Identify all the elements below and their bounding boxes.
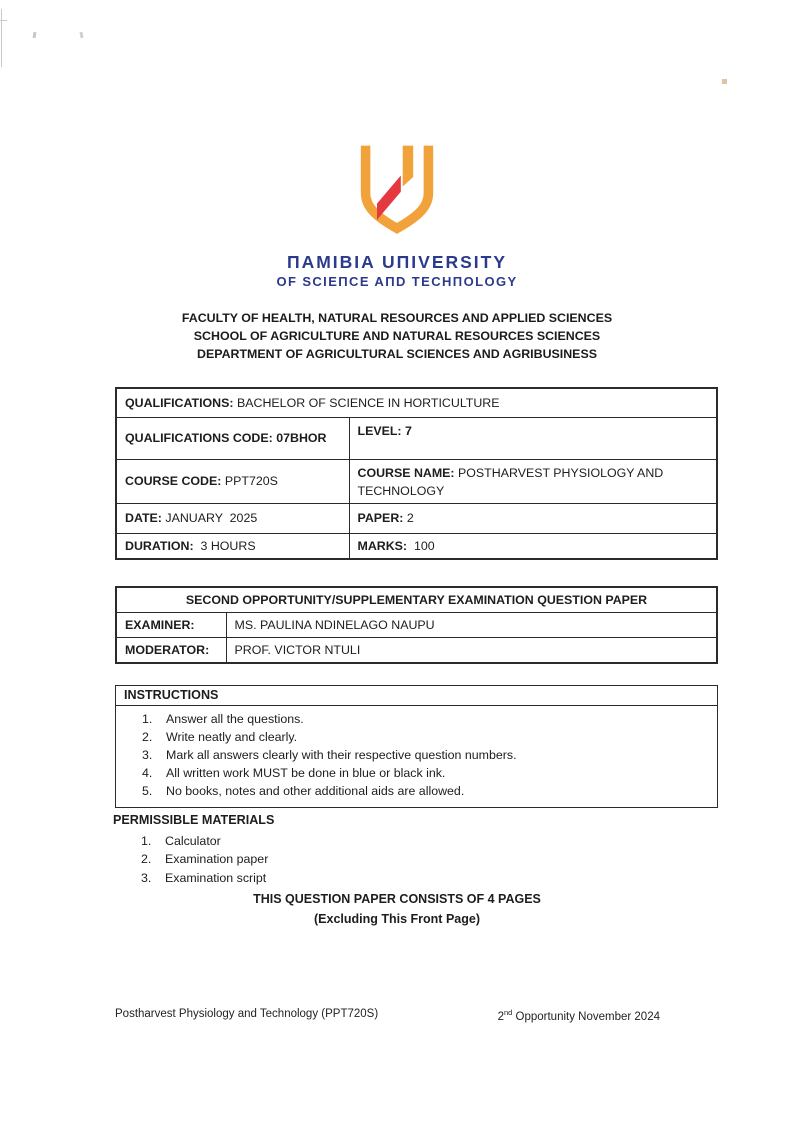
course-name-value: POSTHARVEST PHYSIOLOGY AND TECHNOLOGY — [357, 465, 667, 498]
faculty-heading — [0, 309, 794, 363]
examiner-label: EXAMINER: — [116, 612, 226, 637]
instruction-item — [142, 764, 711, 782]
course-name-cell — [349, 459, 717, 503]
item-text: Calculator — [165, 833, 221, 848]
marks-label: MARKS: — [357, 538, 408, 553]
footer-opportunity-ordinal: nd — [503, 1008, 513, 1017]
university-tagline: OF SCIEΠCE AΠD TECHΠOLOGY — [276, 274, 518, 289]
paper-label: PAPER: — [357, 511, 404, 525]
level-cell — [349, 417, 717, 459]
page-count-line-2: (Excluding This Front Page) — [314, 911, 480, 926]
exam-title-cell: SECOND OPPORTUNITY/SUPPLEMENTARY EXAMINATION QUESTION PAPER — [116, 587, 717, 613]
university-logo — [0, 0, 794, 289]
level-value: 7 — [405, 423, 412, 438]
item-text: Answer all the questions. — [166, 711, 304, 726]
item-text: Examination paper — [165, 852, 269, 867]
page-count-note — [0, 890, 794, 929]
item-number: 1. — [142, 711, 153, 726]
item-text: Write neatly and clearly. — [166, 729, 298, 744]
paper-cell — [349, 503, 717, 533]
item-number: 2. — [142, 729, 153, 744]
faculty-line-1: FACULTY OF HEALTH, NATURAL RESOURCES AND APPLIED SCIENCES — [181, 311, 613, 325]
permissible-item — [141, 850, 794, 869]
footer-opportunity-number: 2 — [497, 1010, 504, 1023]
duration-cell — [116, 533, 349, 559]
moderator-value: PROF. VICTOR NTULI — [226, 637, 717, 663]
item-number: 3. — [141, 870, 152, 885]
moderator-label: MODERATOR: — [116, 637, 226, 663]
footer-opportunity — [498, 1008, 718, 1023]
course-code-cell — [116, 459, 349, 503]
faculty-line-3: DEPARTMENT OF AGRICULTURAL SCIENCES AND AGRIBUSINESS — [197, 347, 597, 361]
permissible-materials-title: PERMISSIBLE MATERIALS — [113, 812, 275, 827]
qualifications-label: QUALIFICATIONS: — [125, 395, 234, 410]
paper-value: 2 — [406, 511, 414, 525]
scan-artifact-line — [1, 9, 2, 67]
scan-artifact-tick — [0, 20, 7, 21]
instruction-item — [142, 728, 711, 746]
date-label: DATE: — [125, 511, 162, 525]
item-text: No books, notes and other additional aids are allowed. — [166, 784, 465, 799]
scan-artifact-speck — [722, 79, 727, 84]
instructions-title: INSTRUCTIONS — [116, 686, 717, 706]
course-code-value: PPT720S — [224, 474, 278, 488]
date-value: JANUARY 2025 — [165, 511, 258, 525]
item-text: Examination script — [165, 870, 267, 885]
qualifications-code-label: QUALIFICATIONS CODE: — [125, 431, 273, 445]
qualifications-code-cell — [116, 417, 349, 459]
qualifications-value: BACHELOR OF SCIENCE IN HORTICULTURE — [236, 395, 500, 410]
item-number: 2. — [141, 852, 152, 867]
footer-opportunity-rest: Opportunity November 2024 — [512, 1010, 660, 1023]
item-number: 4. — [142, 766, 153, 781]
level-label: LEVEL: — [357, 423, 402, 438]
permissible-item — [141, 869, 794, 888]
date-cell — [116, 503, 349, 533]
marks-value: 100 — [413, 538, 435, 553]
item-text: All written work MUST be done in blue or black ink. — [166, 766, 446, 781]
instructions-list — [116, 706, 717, 807]
item-text: Mark all answers clearly with their respective question numbers. — [166, 747, 517, 762]
permissible-item — [141, 832, 794, 851]
examiner-value: MS. PAULINA NDINELAGO NAUPU — [226, 612, 717, 637]
item-number: 3. — [142, 747, 153, 762]
course-name-label: COURSE NAME: — [357, 465, 455, 480]
shield-inner-bar — [403, 146, 413, 187]
faculty-line-2: SCHOOL OF AGRICULTURE AND NATURAL RESOURCES SCIENCES — [193, 329, 601, 343]
page-count-line-1: THIS QUESTION PAPER CONSISTS OF 4 PAGES — [253, 892, 541, 907]
instruction-item — [142, 746, 711, 764]
nust-shield-icon — [354, 137, 440, 236]
marks-cell — [349, 533, 717, 559]
instruction-item — [142, 710, 711, 728]
item-number: 5. — [142, 784, 153, 799]
examination-table — [115, 586, 718, 664]
page-footer — [115, 1008, 718, 1023]
duration-value: 3 HOURS — [200, 538, 256, 553]
course-info-table — [115, 387, 718, 560]
permissible-materials-list — [141, 832, 794, 888]
item-number: 1. — [141, 833, 152, 848]
qualifications-cell — [116, 388, 717, 417]
shield-red-band — [377, 176, 401, 220]
instructions-box — [115, 685, 718, 808]
university-name: ΠAMIBIA UΠIVERSITY — [286, 252, 508, 272]
qualifications-code-value: 07BHOR — [276, 431, 327, 445]
footer-course-title: Postharvest Physiology and Technology (PPT720S) — [115, 1008, 379, 1020]
instruction-item — [142, 782, 711, 800]
course-code-label: COURSE CODE: — [125, 474, 222, 488]
duration-label: DURATION: — [125, 538, 194, 553]
